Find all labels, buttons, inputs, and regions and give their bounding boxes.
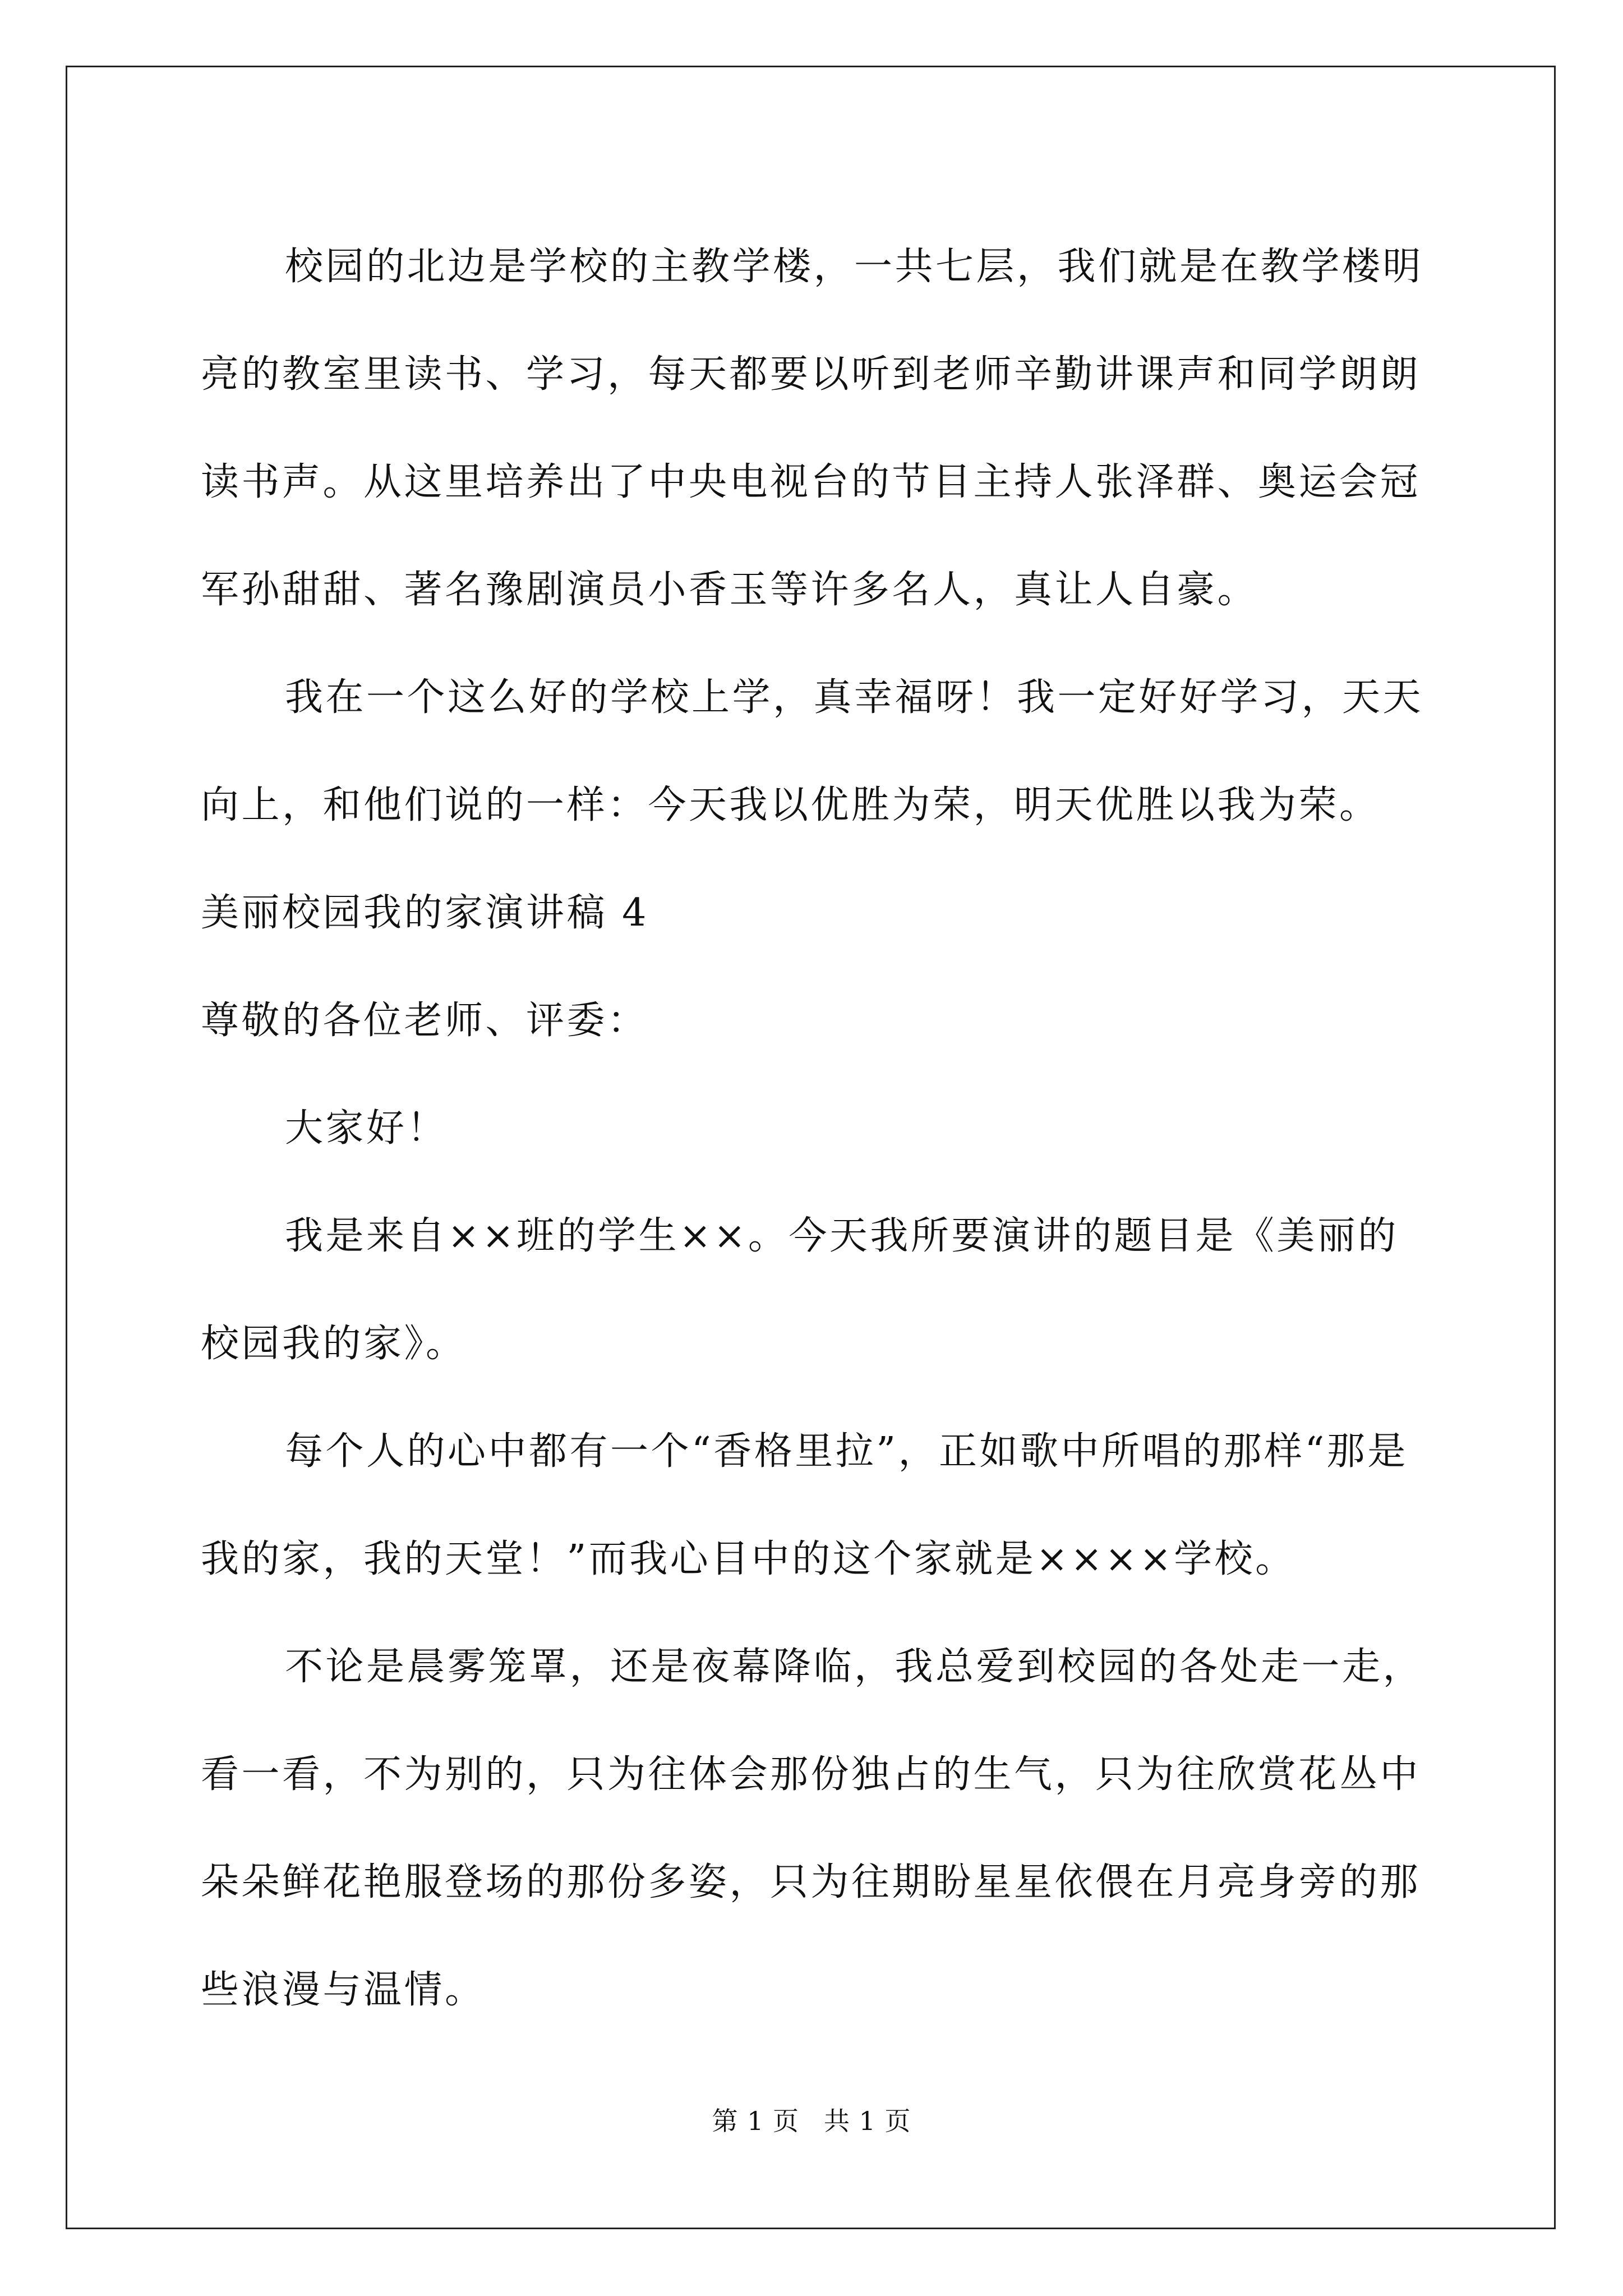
text-line: 我的家，我的天堂！”而我心目中的这个家就是××××学校。 [201, 1537, 1296, 1581]
page-number: 第 1 页 [712, 2106, 799, 2136]
section-title: 美丽校园我的家演讲稿 4 [201, 891, 649, 935]
text-line: 朵朵鲜花艳服登场的那份多姿，只为往期盼星星依偎在月亮身旁的那 [201, 1860, 1421, 1904]
text-line: 军孙甜甜、著名豫剧演员小香玉等许多名人，真让人自豪。 [201, 568, 1258, 612]
text-line: 我是来自××班的学生××。今天我所要演讲的题目是《美丽的 [285, 1214, 1399, 1258]
page-footer [0, 2101, 1623, 2138]
text-line: 校园我的家》。 [201, 1322, 467, 1366]
page-count: 共 1 页 [824, 2106, 911, 2136]
text-line: 看一看，不为别的，只为往体会那份独占的生气，只为往欣赏花丛中 [201, 1752, 1421, 1797]
document-body [201, 213, 1435, 2044]
text-line: 不论是晨雾笼罩，还是夜幕降临，我总爱到校园的各处走一走， [285, 1645, 1424, 1689]
text-line: 校园的北边是学校的主教学楼，一共七层，我们就是在教学楼明 [285, 245, 1424, 289]
text-line: 些浪漫与温情。 [201, 1968, 486, 2012]
greeting: 大家好！ [285, 1106, 448, 1151]
salutation: 尊敬的各位老师、评委： [201, 999, 648, 1043]
text-line: 每个人的心中都有一个“香格里拉”，正如歌中所唱的那样“那是 [285, 1429, 1408, 1474]
text-line: 读书声。从这里培养出了中央电视台的节目主持人张泽群、奥运会冠 [201, 460, 1421, 504]
text-line: 我在一个这么好的学校上学，真幸福呀！我一定好好学习，天天 [285, 675, 1424, 720]
text-line: 向上，和他们说的一样：今天我以优胜为荣，明天优胜以我为荣。 [201, 783, 1380, 827]
text-line: 亮的教室里读书、学习，每天都要以听到老师辛勤讲课声和同学朗朗 [201, 352, 1421, 397]
